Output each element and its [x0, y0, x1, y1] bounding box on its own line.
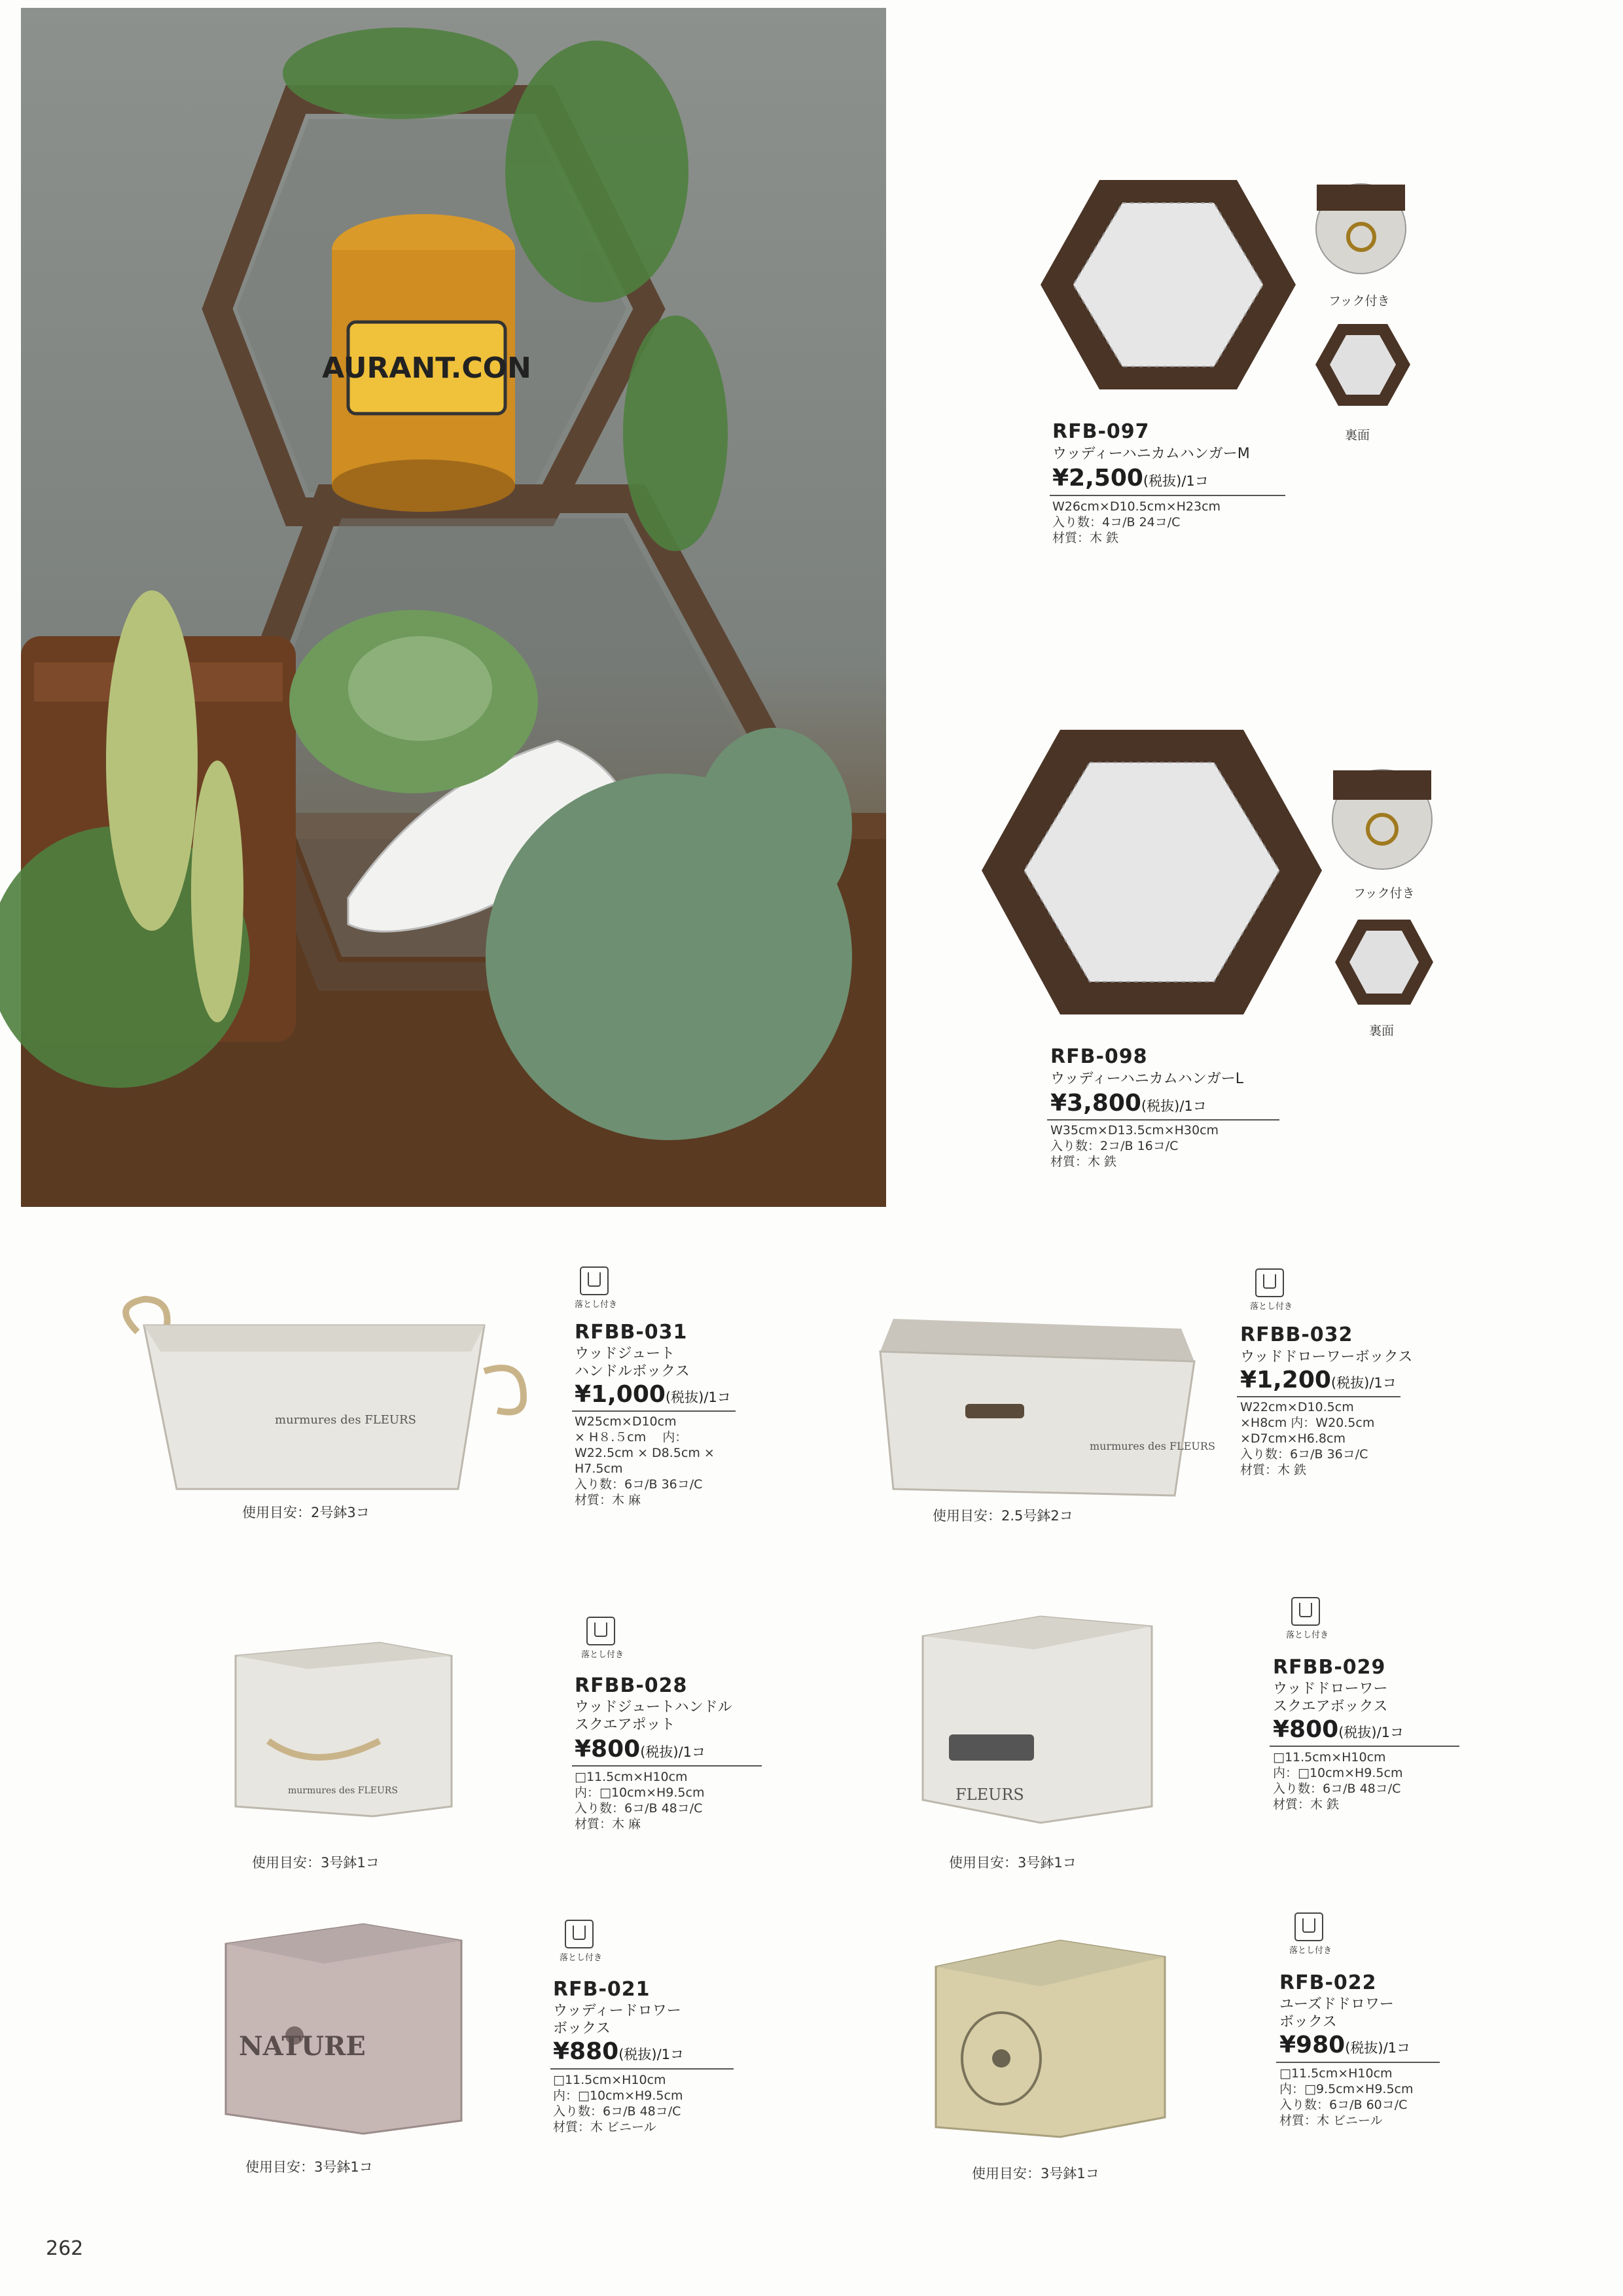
divider — [1047, 1119, 1279, 1121]
price-tax: (税抜) — [1345, 2040, 1383, 2056]
drop-in-liner-badge — [1289, 1912, 1332, 1956]
price-value: ¥980 — [1279, 2032, 1346, 2058]
product-price — [575, 1736, 705, 1763]
spec-line: H7.5cm — [575, 1462, 623, 1476]
price-unit: /1コ — [1383, 2040, 1411, 2056]
price-unit: /1コ — [1181, 473, 1209, 489]
product-image-rfbb-029 — [916, 1610, 1158, 1826]
price-value: ¥800 — [575, 1736, 641, 1763]
spec-line: ×D7cm×H6.8cm — [1240, 1431, 1346, 1446]
spec-line: 材質：木 鉄 — [1050, 1155, 1117, 1169]
product-image-rfb-097 — [1037, 173, 1299, 396]
divider — [550, 2068, 734, 2070]
price-value: ¥1,000 — [575, 1381, 666, 1408]
product-price — [553, 2038, 684, 2065]
product-name — [1273, 1680, 1388, 1715]
spec-line: 内：□10cm×H9.5cm — [1273, 1766, 1403, 1780]
drop-in-liner-badge — [575, 1266, 618, 1310]
spec-line: 入り数：6コ/B 60コ/C — [1279, 2098, 1408, 2112]
product-price — [1240, 1367, 1397, 1393]
price-value: ¥2,500 — [1052, 465, 1143, 492]
spec-line: 入り数：6コ/B 48コ/C — [1273, 1782, 1401, 1796]
detail-label-hook: フック付き — [1329, 294, 1390, 308]
can-label: AURANT.CON — [322, 351, 531, 385]
liner-icon — [580, 1266, 609, 1295]
product-specs — [575, 1769, 704, 1832]
product-image-rfb-098 — [978, 723, 1325, 1021]
product-image-rfb-021 — [219, 1911, 468, 2134]
liner-icon — [565, 1920, 594, 1948]
name-line: ボックス — [1279, 2014, 1337, 2030]
price-unit: /1コ — [1179, 1098, 1207, 1114]
product-price — [1273, 1716, 1404, 1743]
hook-detail-rfb-098 — [1332, 769, 1433, 870]
hero-photo-art — [21, 8, 886, 1207]
badge-label: 落とし付き — [1250, 1302, 1293, 1312]
product-name — [553, 2002, 681, 2037]
name-line: ウッドジュートハンドル — [575, 1699, 732, 1715]
divider — [1276, 2062, 1440, 2063]
price-tax: (税抜) — [1143, 473, 1182, 489]
spec-line: 材質：木 鉄 — [1240, 1463, 1307, 1477]
spec-line: 入り数：6コ/B 48コ/C — [575, 1801, 703, 1816]
badge-label: 落とし付き — [581, 1650, 624, 1660]
product-code: RFB-022 — [1279, 1971, 1377, 1994]
price-unit: /1コ — [1376, 1725, 1404, 1740]
name-line: ウッディードロワー — [553, 2003, 681, 2019]
spec-line: × H８.５cm 内： — [575, 1430, 688, 1444]
back-view-rfb-098 — [1332, 916, 1436, 1008]
name-line: ウッドジュート — [575, 1346, 675, 1362]
product-image-rfbb-028 — [229, 1630, 458, 1820]
usage-caption: 使用目安：3号鉢1コ — [245, 2159, 373, 2175]
spec-line: 入り数：2コ/B 16コ/C — [1050, 1139, 1179, 1153]
usage-caption: 使用目安：2.5号鉢2コ — [933, 1508, 1073, 1524]
product-code: RFBB-032 — [1240, 1323, 1353, 1346]
detail-label-back: 裏面 — [1345, 428, 1370, 442]
name-line: ウッドドローワー — [1273, 1681, 1388, 1697]
price-unit: /1コ — [656, 2047, 685, 2062]
product-specs — [1240, 1399, 1374, 1478]
divider — [572, 1410, 736, 1412]
name-line: ハンドルボックス — [575, 1363, 690, 1380]
product-image-rfbb-031 — [105, 1299, 530, 1496]
name-line: スクエアボックス — [1273, 1698, 1388, 1715]
spec-line: ×H8cm 内：W20.5cm — [1240, 1416, 1375, 1430]
product-price — [1052, 465, 1209, 492]
spec-line: 内：□9.5cm×H9.5cm — [1279, 2082, 1414, 2096]
price-unit: /1コ — [704, 1390, 731, 1405]
price-value: ¥1,200 — [1240, 1367, 1331, 1393]
liner-icon — [1255, 1268, 1284, 1297]
product-specs — [575, 1414, 715, 1508]
price-value: ¥3,800 — [1050, 1090, 1141, 1117]
box-stamp: NATURE — [239, 2031, 366, 2062]
usage-caption: 使用目安：2号鉢3コ — [242, 1505, 370, 1520]
spec-line: 内：□10cm×H9.5cm — [553, 2089, 683, 2103]
spec-line: 材質：木 ビニール — [1279, 2113, 1383, 2128]
box-stamp: FLEURS — [955, 1785, 1024, 1804]
product-specs — [1273, 1749, 1402, 1812]
spec-line: W22.5cm × D8.5cm × — [575, 1446, 715, 1460]
spec-line: W22cm×D10.5cm — [1240, 1400, 1354, 1414]
product-name: ウッディーハニカムハンガーM — [1052, 446, 1250, 462]
badge-label: 落とし付き — [1289, 1946, 1332, 1956]
spec-line: 内：□10cm×H9.5cm — [575, 1785, 705, 1800]
divider — [1237, 1396, 1400, 1397]
box-stamp: murmures des FLEURS — [288, 1785, 398, 1796]
badge-label: 落とし付き — [575, 1300, 618, 1310]
product-image-rfb-022 — [929, 1928, 1171, 2140]
product-name — [575, 1698, 732, 1734]
price-tax: (税抜) — [1141, 1098, 1180, 1114]
detail-label-hook: フック付き — [1353, 886, 1415, 901]
name-line: スクエアポット — [575, 1717, 675, 1733]
product-price — [1050, 1090, 1207, 1117]
spec-line: 材質：木 鉄 — [1273, 1797, 1340, 1812]
page-number: 262 — [46, 2237, 84, 2260]
spec-line: 材質：木 鉄 — [1052, 531, 1119, 545]
product-code: RFBB-028 — [575, 1674, 688, 1697]
product-code: RFBB-031 — [575, 1321, 688, 1344]
spec-line: W35cm×D13.5cm×H30cm — [1050, 1123, 1219, 1138]
divider — [1050, 495, 1285, 496]
spec-line: 入り数：4コ/B 24コ/C — [1052, 515, 1181, 529]
product-code: RFB-097 — [1052, 420, 1150, 443]
price-unit: /1コ — [678, 1744, 706, 1760]
spec-line: 入り数：6コ/B 48コ/C — [553, 2104, 681, 2119]
price-value: ¥880 — [553, 2038, 619, 2065]
price-tax: (税抜) — [1330, 1375, 1370, 1391]
price-tax: (税抜) — [640, 1744, 679, 1760]
drop-in-liner-badge — [1250, 1268, 1293, 1312]
divider — [1270, 1746, 1459, 1747]
badge-label: 落とし付き — [1286, 1630, 1329, 1640]
drop-in-liner-badge — [1286, 1597, 1329, 1640]
spec-line: □11.5cm×H10cm — [1279, 2066, 1393, 2081]
spec-line: 入り数：6コ/B 36コ/C — [575, 1477, 703, 1492]
back-view-rfb-097 — [1312, 321, 1414, 409]
liner-icon — [1291, 1597, 1320, 1626]
liner-icon — [1294, 1912, 1323, 1941]
spec-line: W26cm×D10.5cm×H23cm — [1052, 499, 1221, 514]
product-specs — [1050, 1122, 1219, 1170]
spec-line: □11.5cm×H10cm — [553, 2073, 666, 2087]
usage-caption: 使用目安：3号鉢1コ — [972, 2166, 1099, 2181]
spec-line: 材質：木 麻 — [575, 1817, 641, 1831]
usage-caption: 使用目安：3号鉢1コ — [949, 1855, 1077, 1871]
drop-in-liner-badge — [560, 1920, 603, 1963]
product-specs — [553, 2072, 683, 2135]
spec-line: □11.5cm×H10cm — [575, 1770, 688, 1784]
spec-line: 入り数：6コ/B 36コ/C — [1240, 1447, 1368, 1462]
hook-detail-rfb-097 — [1315, 183, 1406, 274]
product-specs — [1279, 2066, 1414, 2128]
product-price — [1279, 2032, 1410, 2058]
price-tax: (税抜) — [618, 2047, 657, 2062]
usage-caption: 使用目安：3号鉢1コ — [252, 1855, 380, 1871]
product-name: ウッドドローワーボックス — [1240, 1349, 1413, 1365]
detail-label-back: 裏面 — [1369, 1024, 1395, 1038]
liner-icon — [586, 1617, 615, 1645]
divider — [572, 1765, 762, 1767]
hero-photo — [21, 8, 886, 1207]
name-line: ボックス — [553, 2020, 611, 2037]
product-code: RFB-098 — [1050, 1045, 1148, 1068]
spec-line: □11.5cm×H10cm — [1273, 1750, 1386, 1765]
drop-in-liner-badge — [581, 1617, 624, 1660]
price-tax: (税抜) — [665, 1390, 704, 1405]
product-name — [575, 1345, 690, 1380]
product-name: ウッディーハニカムハンガーL — [1050, 1071, 1243, 1087]
name-line: ユーズドドロワー — [1279, 1996, 1394, 2013]
product-code: RFB-021 — [553, 1978, 651, 2001]
product-code: RFBB-029 — [1273, 1656, 1386, 1679]
price-tax: (税抜) — [1338, 1725, 1377, 1740]
spec-line: 材質：木 ビニール — [553, 2120, 656, 2134]
box-stamp: murmures des FLEURS — [275, 1413, 416, 1427]
price-unit: /1コ — [1369, 1375, 1397, 1391]
box-stamp: murmures des FLEURS — [1090, 1440, 1215, 1452]
spec-line: 材質：木 麻 — [575, 1493, 641, 1507]
price-value: ¥800 — [1273, 1716, 1339, 1743]
product-specs — [1052, 499, 1221, 546]
product-price — [575, 1381, 731, 1408]
product-name — [1279, 1996, 1394, 2031]
product-image-rfbb-032 — [867, 1312, 1215, 1502]
badge-label: 落とし付き — [560, 1953, 603, 1963]
spec-line: W25cm×D10cm — [575, 1414, 677, 1429]
